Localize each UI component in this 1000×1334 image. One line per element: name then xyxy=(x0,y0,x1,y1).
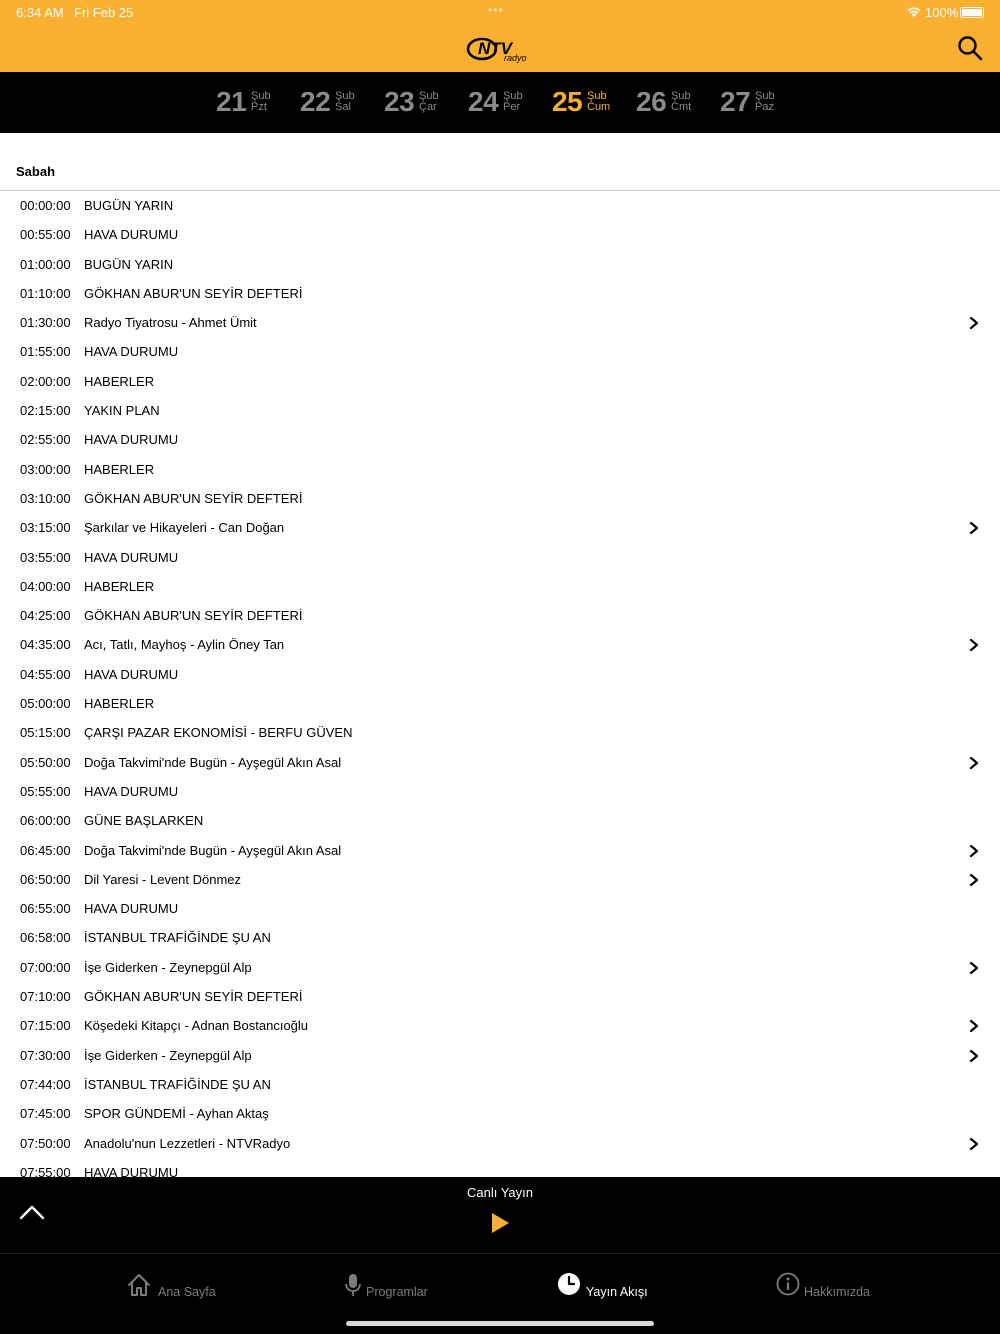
schedule-time: 04:35:00 xyxy=(20,637,71,653)
schedule-title: Doğa Takvimi'nde Bugün - Ayşegül Akın Asal xyxy=(84,754,342,770)
schedule-time: 03:55:00 xyxy=(20,549,71,565)
date-tab-27[interactable] xyxy=(720,72,800,133)
date-tab-25[interactable] xyxy=(552,72,632,133)
schedule-row[interactable] xyxy=(0,1070,1000,1099)
schedule-title: HAVA DURUMU xyxy=(84,549,179,565)
schedule-time: 03:10:00 xyxy=(20,490,71,506)
schedule-title: GÜNE BAŞLARKEN xyxy=(84,813,204,829)
schedule-title: SPOR GÜNDEMİ - Ayhan Aktaş xyxy=(84,1106,269,1122)
tab-label: Hakkımızda xyxy=(804,1285,870,1299)
multitasking-dots-icon[interactable]: ••• xyxy=(488,3,504,17)
schedule-title: HAVA DURUMU xyxy=(84,901,179,917)
date-number: 25 xyxy=(552,86,583,117)
chevron-right-icon[interactable] xyxy=(968,844,980,858)
schedule-time: 05:15:00 xyxy=(20,725,71,741)
schedule-time: 03:15:00 xyxy=(20,520,71,536)
schedule-time: 03:00:00 xyxy=(20,461,71,477)
schedule-row[interactable] xyxy=(0,396,1000,425)
schedule-time: 04:00:00 xyxy=(20,578,71,594)
date-tab-22[interactable] xyxy=(300,72,380,133)
chevron-up-icon[interactable] xyxy=(18,1203,46,1221)
schedule-title: İşe Giderken - Zeynepgül Alp xyxy=(84,959,252,975)
date-number: 23 xyxy=(384,86,415,117)
schedule-title: HABERLER xyxy=(84,461,155,477)
schedule-title: BUGÜN YARIN xyxy=(84,256,174,272)
date-selector xyxy=(0,72,1000,133)
status-bar xyxy=(0,0,1000,24)
schedule-time: 06:45:00 xyxy=(20,842,71,858)
schedule-row[interactable] xyxy=(0,337,1000,366)
schedule-title: Dil Yaresi - Levent Dönmez xyxy=(84,871,242,887)
date-month: Şub xyxy=(251,90,271,102)
schedule-row[interactable] xyxy=(0,923,1000,952)
date-weekday: Paz xyxy=(755,101,774,113)
tab-label: Ana Sayfa xyxy=(158,1285,216,1299)
date-weekday: Çar xyxy=(419,101,437,113)
schedule-row[interactable] xyxy=(0,777,1000,806)
schedule-title: HAVA DURUMU xyxy=(84,344,179,360)
chevron-right-icon[interactable] xyxy=(968,1137,980,1151)
schedule-row[interactable] xyxy=(0,1041,1000,1070)
schedule-time: 07:15:00 xyxy=(20,1018,71,1034)
schedule-time: 07:55:00 xyxy=(20,1164,71,1177)
schedule-row[interactable] xyxy=(0,308,1000,337)
date-number: 27 xyxy=(720,86,751,117)
schedule-title: ÇARŞI PAZAR EKONOMİSİ - BERFU GÜVEN xyxy=(84,725,353,741)
date-month: Şub xyxy=(587,90,607,102)
tab-ana-sayfa[interactable] xyxy=(126,1272,226,1306)
schedule-time: 06:55:00 xyxy=(20,901,71,917)
schedule-title: GÖKHAN ABUR'UN SEYİR DEFTERİ xyxy=(84,608,303,624)
schedule-row[interactable] xyxy=(0,513,1000,542)
date-weekday: Cmt xyxy=(671,101,692,113)
schedule-row[interactable] xyxy=(0,1158,1000,1177)
microphone-icon xyxy=(340,1272,366,1298)
chevron-right-icon[interactable] xyxy=(968,521,980,535)
schedule-row[interactable] xyxy=(0,601,1000,630)
schedule-time: 04:25:00 xyxy=(20,608,71,624)
schedule-row[interactable] xyxy=(0,279,1000,308)
ntv-radyo-logo xyxy=(466,35,534,63)
date-month: Şub xyxy=(755,90,775,102)
date-tab-21[interactable] xyxy=(216,72,296,133)
schedule-time: 01:30:00 xyxy=(20,315,71,331)
schedule-time: 05:00:00 xyxy=(20,696,71,712)
schedule-title: HAVA DURUMU xyxy=(84,783,179,799)
schedule-time: 01:55:00 xyxy=(20,344,71,360)
schedule-time: 02:55:00 xyxy=(20,432,71,448)
date-tab-24[interactable] xyxy=(468,72,548,133)
schedule-time: 00:00:00 xyxy=(20,198,71,213)
date-month: Şub xyxy=(419,90,439,102)
date-month: Şub xyxy=(671,90,691,102)
schedule-title: GÖKHAN ABUR'UN SEYİR DEFTERİ xyxy=(84,285,303,301)
date-month: Şub xyxy=(335,90,355,102)
schedule-time: 01:00:00 xyxy=(20,256,71,272)
schedule-list[interactable] xyxy=(0,191,1000,1177)
schedule-title: İSTANBUL TRAFİĞİNDE ŞU AN xyxy=(84,930,271,946)
tab-label: Programlar xyxy=(366,1285,428,1299)
tab-yayin-akisi[interactable] xyxy=(556,1272,656,1306)
schedule-time: 07:50:00 xyxy=(20,1135,71,1151)
schedule-row[interactable] xyxy=(0,718,1000,747)
battery-percentage: 100% xyxy=(925,5,959,20)
schedule-time: 01:10:00 xyxy=(20,285,71,301)
date-number: 22 xyxy=(300,86,331,117)
schedule-title: HABERLER xyxy=(84,696,155,712)
schedule-time: 06:50:00 xyxy=(20,871,71,887)
schedule-time: 06:58:00 xyxy=(20,930,71,946)
section-title: Sabah xyxy=(16,164,56,179)
status-date: Fri Feb 25 xyxy=(74,5,134,20)
tab-hakkimizda[interactable] xyxy=(775,1272,875,1306)
date-number: 24 xyxy=(468,86,499,117)
date-number: 21 xyxy=(216,86,247,117)
date-tab-23[interactable] xyxy=(384,72,464,133)
logo-text: NTV xyxy=(478,39,512,58)
date-month: Şub xyxy=(503,90,523,102)
schedule-time: 05:55:00 xyxy=(20,783,71,799)
schedule-time: 07:44:00 xyxy=(20,1076,71,1092)
date-number: 26 xyxy=(636,86,667,117)
schedule-time: 02:15:00 xyxy=(20,403,71,419)
schedule-title: Anadolu'nun Lezzetleri - NTVRadyo xyxy=(84,1135,291,1151)
section-header xyxy=(0,133,1000,191)
schedule-row[interactable] xyxy=(0,630,1000,659)
schedule-time: 07:30:00 xyxy=(20,1047,71,1063)
battery-icon xyxy=(960,7,984,18)
schedule-title: BUGÜN YARIN xyxy=(84,198,174,213)
schedule-title: HAVA DURUMU xyxy=(84,666,179,682)
schedule-title: GÖKHAN ABUR'UN SEYİR DEFTERİ xyxy=(84,490,303,506)
schedule-title: Radyo Tiyatrosu - Ahmet Ümit xyxy=(84,315,257,331)
schedule-time: 02:00:00 xyxy=(20,373,71,389)
schedule-row[interactable] xyxy=(0,660,1000,689)
schedule-row[interactable] xyxy=(0,748,1000,777)
live-stream-label: Canlı Yayın xyxy=(466,1185,533,1200)
schedule-row[interactable] xyxy=(0,806,1000,835)
schedule-time: 00:55:00 xyxy=(20,227,71,243)
schedule-row[interactable] xyxy=(0,191,1000,220)
schedule-row[interactable] xyxy=(0,1129,1000,1158)
app-header xyxy=(0,0,1000,72)
chevron-right-icon[interactable] xyxy=(968,638,980,652)
chevron-right-icon[interactable] xyxy=(968,1019,980,1033)
schedule-title: HAVA DURUMU xyxy=(84,432,179,448)
date-weekday: Cum xyxy=(587,101,611,113)
schedule-title: HABERLER xyxy=(84,373,155,389)
schedule-time: 07:45:00 xyxy=(20,1106,71,1122)
schedule-row[interactable] xyxy=(0,367,1000,396)
schedule-row[interactable] xyxy=(0,425,1000,454)
schedule-time: 04:55:00 xyxy=(20,666,71,682)
schedule-title: İSTANBUL TRAFİĞİNDE ŞU AN xyxy=(84,1076,271,1092)
chevron-right-icon[interactable] xyxy=(968,756,980,770)
schedule-row[interactable] xyxy=(0,543,1000,572)
schedule-title: HAVA DURUMU xyxy=(84,1164,179,1177)
schedule-row[interactable] xyxy=(0,689,1000,718)
schedule-title: HAVA DURUMU xyxy=(84,227,179,243)
schedule-row[interactable] xyxy=(0,982,1000,1011)
schedule-row[interactable] xyxy=(0,894,1000,923)
clock-icon xyxy=(556,1272,582,1298)
date-weekday: Per xyxy=(503,101,521,113)
schedule-row[interactable] xyxy=(0,455,1000,484)
schedule-row[interactable] xyxy=(0,250,1000,279)
schedule-row[interactable] xyxy=(0,953,1000,982)
schedule-row[interactable] xyxy=(0,1099,1000,1128)
schedule-row[interactable] xyxy=(0,836,1000,865)
schedule-time: 05:50:00 xyxy=(20,754,71,770)
tab-programlar[interactable] xyxy=(340,1272,440,1306)
schedule-title: İşe Giderken - Zeynepgül Alp xyxy=(84,1047,252,1063)
play-icon[interactable] xyxy=(490,1212,510,1234)
schedule-title: Köşedeki Kitapçı - Adnan Bostancıoğlu xyxy=(84,1018,309,1034)
chevron-right-icon[interactable] xyxy=(968,873,980,887)
schedule-title: GÖKHAN ABUR'UN SEYİR DEFTERİ xyxy=(84,989,303,1005)
chevron-right-icon[interactable] xyxy=(968,961,980,975)
schedule-time: 06:00:00 xyxy=(20,813,71,829)
schedule-time: 07:00:00 xyxy=(20,959,71,975)
schedule-title: YAKIN PLAN xyxy=(84,403,160,419)
chevron-right-icon[interactable] xyxy=(968,1049,980,1063)
schedule-title: Acı, Tatlı, Mayhoş - Aylin Öney Tan xyxy=(84,637,285,653)
date-tab-26[interactable] xyxy=(636,72,716,133)
schedule-row[interactable] xyxy=(0,484,1000,513)
schedule-title: HABERLER xyxy=(84,578,155,594)
status-time: 6:34 AM xyxy=(16,5,64,20)
info-icon xyxy=(775,1272,801,1298)
home-icon xyxy=(126,1272,152,1298)
logo-subtext: radyo xyxy=(504,53,527,63)
schedule-row[interactable] xyxy=(0,220,1000,249)
schedule-row[interactable] xyxy=(0,572,1000,601)
date-weekday: Sal xyxy=(335,101,351,113)
chevron-right-icon[interactable] xyxy=(968,316,980,330)
schedule-title: Doğa Takvimi'nde Bugün - Ayşegül Akın Asal xyxy=(84,842,342,858)
date-weekday: Pzt xyxy=(251,101,267,113)
search-icon[interactable] xyxy=(956,34,984,62)
schedule-title: Şarkılar ve Hikayeleri - Can Doğan xyxy=(84,520,285,536)
home-indicator[interactable] xyxy=(346,1321,654,1326)
schedule-row[interactable] xyxy=(0,1011,1000,1040)
wifi-icon xyxy=(906,5,922,18)
schedule-time: 07:10:00 xyxy=(20,989,71,1005)
tab-label: Yayın Akışı xyxy=(586,1285,648,1299)
player-bar xyxy=(0,1177,1000,1253)
schedule-row[interactable] xyxy=(0,865,1000,894)
